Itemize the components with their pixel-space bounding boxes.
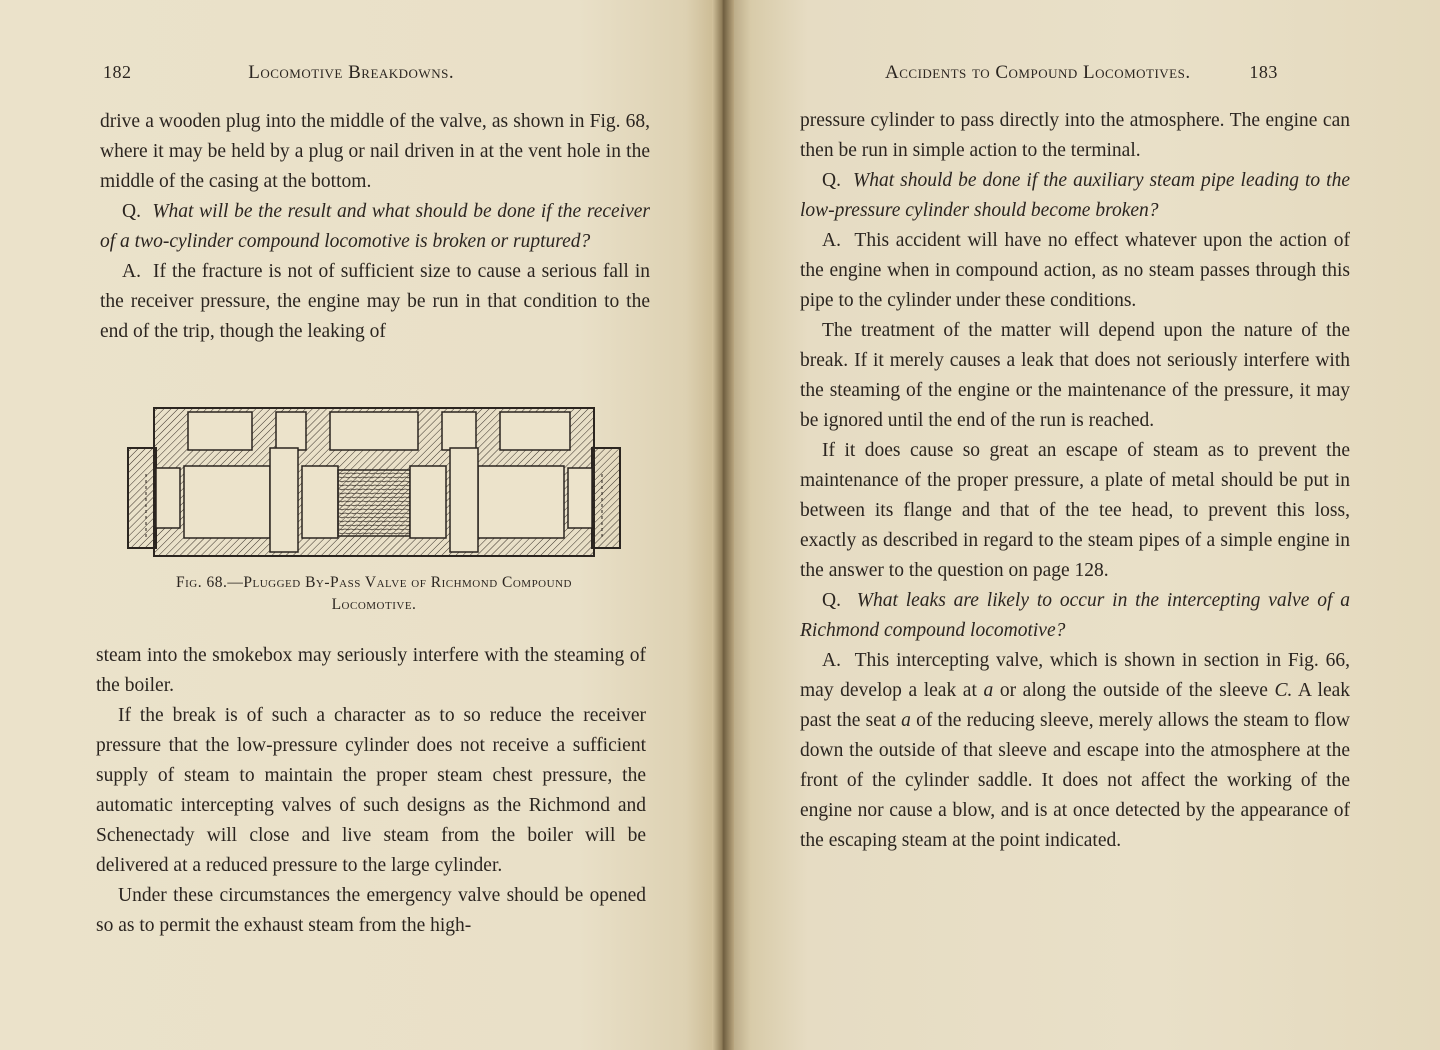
- question-text: What will be the result and what should be done if the receiver of a two-cylinder compound locomotive is broken or ruptured?: [100, 201, 650, 252]
- answer-ref-a: a: [983, 680, 994, 701]
- right-answer-1: [800, 226, 1350, 316]
- answer-prefix: A.: [122, 261, 141, 282]
- answer-prefix: A.: [822, 650, 841, 671]
- valve-cross-section-figure: [126, 404, 622, 560]
- question-prefix: Q.: [822, 590, 841, 611]
- figure-caption: [96, 572, 652, 616]
- figure-caption-line-2: Locomotive.: [331, 596, 417, 613]
- left-question-1: [100, 197, 650, 257]
- right-page: [722, 0, 1440, 1050]
- answer-text: If the fracture is not of sufficient size to cause a serious fall in the receiver pressure, the engine may be run in that condition to the end of the trip, though the leaking of: [100, 261, 651, 342]
- left-running-head: [103, 62, 454, 84]
- answer-ref-C: C.: [1274, 680, 1293, 701]
- right-page-number: 183: [1249, 62, 1278, 82]
- left-running-title: Locomotive Breakdowns.: [248, 62, 455, 83]
- question-text: What should be done if the auxiliary steam pipe leading to the low-pressure cylinder should become broken?: [800, 170, 1351, 221]
- right-running-title: Accidents to Compound Locomotives.: [885, 62, 1191, 83]
- left-page-number: 182: [103, 62, 132, 82]
- answer-ref-a-2: a: [901, 710, 911, 731]
- answer-text-pre: This intercepting valve, which is shown in section in Fig. 66, may develop a leak at: [800, 650, 1350, 701]
- right-question-1: [800, 166, 1350, 226]
- left-paragraph-4: Under these circumstances the emergency valve should be opened so as to permit the exhaust steam from the high-: [96, 885, 646, 936]
- left-paragraph-3: If the break is of such a character as to so reduce the receiver pressure that the low-pressure cylinder does not receive a sufficient supply of steam to maintain the proper steam chest pressure, the automatic intercepting valves of such designs as the Richmond and Schenectady will close and live steam from the boiler will be delivered at a reduced pressure to the large cylinder.: [96, 705, 646, 876]
- answer-text-mid1: or along the outside of the sleeve: [999, 680, 1268, 701]
- book-gutter: [712, 0, 734, 1050]
- question-text: What leaks are likely to occur in the intercepting valve of a Richmond compound locomotive?: [800, 590, 1351, 641]
- right-text-block: [800, 106, 1350, 856]
- left-answer-1: [100, 257, 650, 347]
- left-text-block-top: [100, 107, 650, 347]
- left-paragraph-1: drive a wooden plug into the middle of the valve, as shown in Fig. 68, where it may be held by a plug or nail driven in at the vent hole in the middle of the casing at the bottom.: [100, 111, 650, 192]
- right-answer-2: [800, 646, 1350, 856]
- right-paragraph-2: The treatment of the matter will depend upon the nature of the break. If it merely causes a leak that does not seriously interfere with the steaming of the engine or the maintenance of the pressure, it may be ignored until the end of the run is reached.: [800, 320, 1350, 431]
- left-text-block-bottom: [96, 641, 646, 941]
- right-question-2: [800, 586, 1350, 646]
- wooden-plug: [338, 470, 410, 536]
- right-running-head: [885, 62, 1278, 84]
- answer-prefix: A.: [822, 230, 841, 251]
- right-paragraph-1: pressure cylinder to pass directly into the atmosphere. The engine can then be run in simple action to the terminal.: [800, 110, 1350, 161]
- right-paragraph-3: If it does cause so great an escape of steam as to prevent the maintenance of the proper pressure, a plate of metal should be put in between its flange and that of the tee head, to prevent this loss, exactly as described in regard to the steam pipes of a simple engine in the answer to the question on page 128.: [800, 440, 1350, 581]
- left-paragraph-2: steam into the smokebox may seriously interfere with the steaming of the boiler.: [96, 645, 646, 696]
- question-prefix: Q.: [822, 170, 841, 191]
- question-prefix: Q.: [122, 201, 141, 222]
- left-flange: [128, 448, 156, 548]
- answer-text: This accident will have no effect whatever upon the action of the engine when in compound action, as no steam passes through this pipe to the cylinder under these conditions.: [800, 230, 1350, 311]
- answer-text-post: of the reducing sleeve, merely allows the steam to flow down the outside of that sleeve and escape into the atmosphere at the front of the cylinder saddle. It does not affect the working of the engine nor cause a blow, and is at once detected by the appearance of the escaping steam at the point indicated.: [800, 710, 1351, 851]
- figure-caption-line-1: Fig. 68.—Plugged By-Pass Valve of Richmond Compound: [176, 574, 572, 591]
- answer-text-mid2: A leak past the seat: [800, 680, 1350, 731]
- right-flange: [592, 448, 620, 548]
